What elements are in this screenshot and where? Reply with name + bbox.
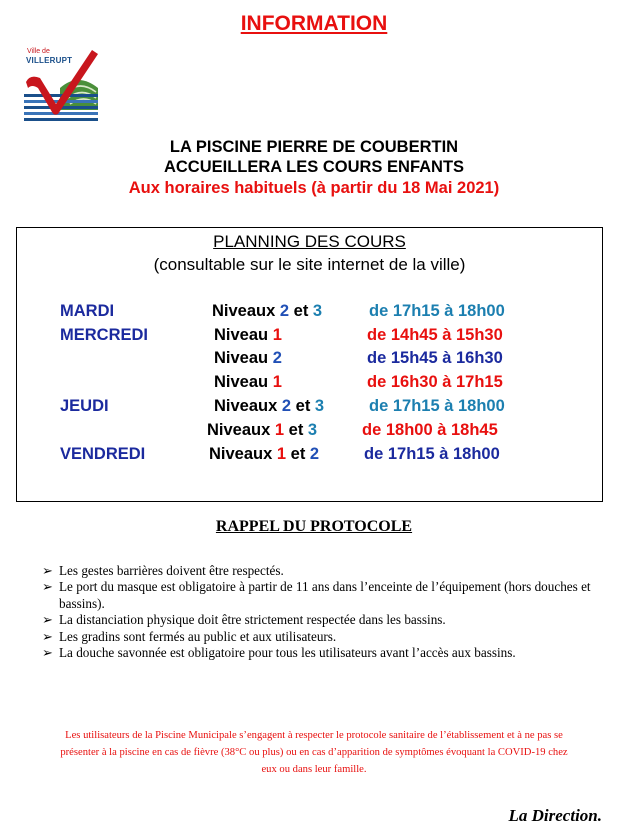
schedule-time: de 16h30 à 17h15 <box>367 373 503 391</box>
planning-subtitle: (consultable sur le site internet de la ville) <box>153 255 466 274</box>
schedule-time: de 15h45 à 16h30 <box>367 349 503 367</box>
schedule-day: MARDI <box>60 302 115 320</box>
schedule-level: Niveau 1 <box>214 326 282 344</box>
schedule-level: Niveaux 1 et 2 <box>209 445 320 463</box>
list-item: ➢ Les gestes barrières doivent être respectés. <box>42 563 284 578</box>
villerupt-logo <box>20 44 102 126</box>
health-notice: Les utilisateurs de la Piscine Municipale s’engagent à respecter le protocole sanitaire de l’établissement et à ne pas se présenter à la piscine en cas de fièvre (38°C ou plus) ou en cas d’apparition de symptômes évoquant la COVID-19 chez eux ou dans leur famille. <box>60 730 568 775</box>
arrow-bullet-icon: ➢ <box>42 628 54 644</box>
schedule-day: VENDREDI <box>60 445 146 463</box>
schedule-time: de 14h45 à 15h30 <box>367 326 503 344</box>
schedule-time: de 17h15 à 18h00 <box>369 302 505 320</box>
schedule-row <box>17 445 602 467</box>
schedule-level: Niveau 2 <box>214 349 282 367</box>
signature: La Direction. <box>508 806 602 825</box>
schedule-day: JEUDI <box>60 397 109 415</box>
arrow-bullet-icon: ➢ <box>42 645 54 661</box>
schedule-level: Niveaux 2 et 3 <box>214 397 325 415</box>
list-item: ➢ La douche savonnée est obligatoire pour tous les utilisateurs avant l’accès aux bassins. <box>42 645 516 661</box>
schedule-level: Niveaux 2 et 3 <box>212 302 323 320</box>
schedule-row <box>17 397 602 419</box>
list-item: ➢ La distanciation physique doit être strictement respectée dans les bassins. <box>42 612 446 628</box>
arrow-bullet-icon: ➢ <box>42 579 54 595</box>
schedule-level: Niveaux 1 et 3 <box>207 421 318 439</box>
document-title: INFORMATION <box>240 12 388 35</box>
rappel-title: RAPPEL DU PROTOCOLE <box>215 518 413 535</box>
headline-line-1: LA PISCINE PIERRE DE COUBERTIN <box>169 138 459 156</box>
planning-box <box>16 227 603 502</box>
schedule-row <box>17 349 602 371</box>
schedule-time: de 17h15 à 18h00 <box>364 445 500 463</box>
planning-title: PLANNING DES COURS <box>213 232 406 251</box>
list-item: ➢ Le port du masque est obligatoire à partir de 11 ans dans l’enceinte de l’équipement (hors douches et bassins). <box>42 579 591 611</box>
schedule-row <box>17 373 602 395</box>
logo-text-ville-de: Ville de <box>27 48 50 55</box>
schedule-day: MERCREDI <box>60 326 149 344</box>
logo-text-villerupt: VILLERUPT <box>26 56 73 65</box>
schedule-time: de 17h15 à 18h00 <box>369 397 505 415</box>
arrow-bullet-icon: ➢ <box>42 612 54 628</box>
schedule-level: Niveau 1 <box>214 373 282 391</box>
schedule-row <box>17 326 602 348</box>
protocol-list <box>42 563 602 661</box>
list-item: ➢ Les gradins sont fermés au public et aux utilisateurs. <box>42 628 337 644</box>
headline-line-3: Aux horaires habituels (à partir du 18 Mai 2021) <box>128 179 500 197</box>
headline-line-2: ACCUEILLERA LES COURS ENFANTS <box>163 158 465 176</box>
schedule-time: de 18h00 à 18h45 <box>362 421 498 439</box>
schedule-row <box>17 421 602 443</box>
schedule-row <box>17 302 602 324</box>
arrow-bullet-icon: ➢ <box>42 563 54 578</box>
